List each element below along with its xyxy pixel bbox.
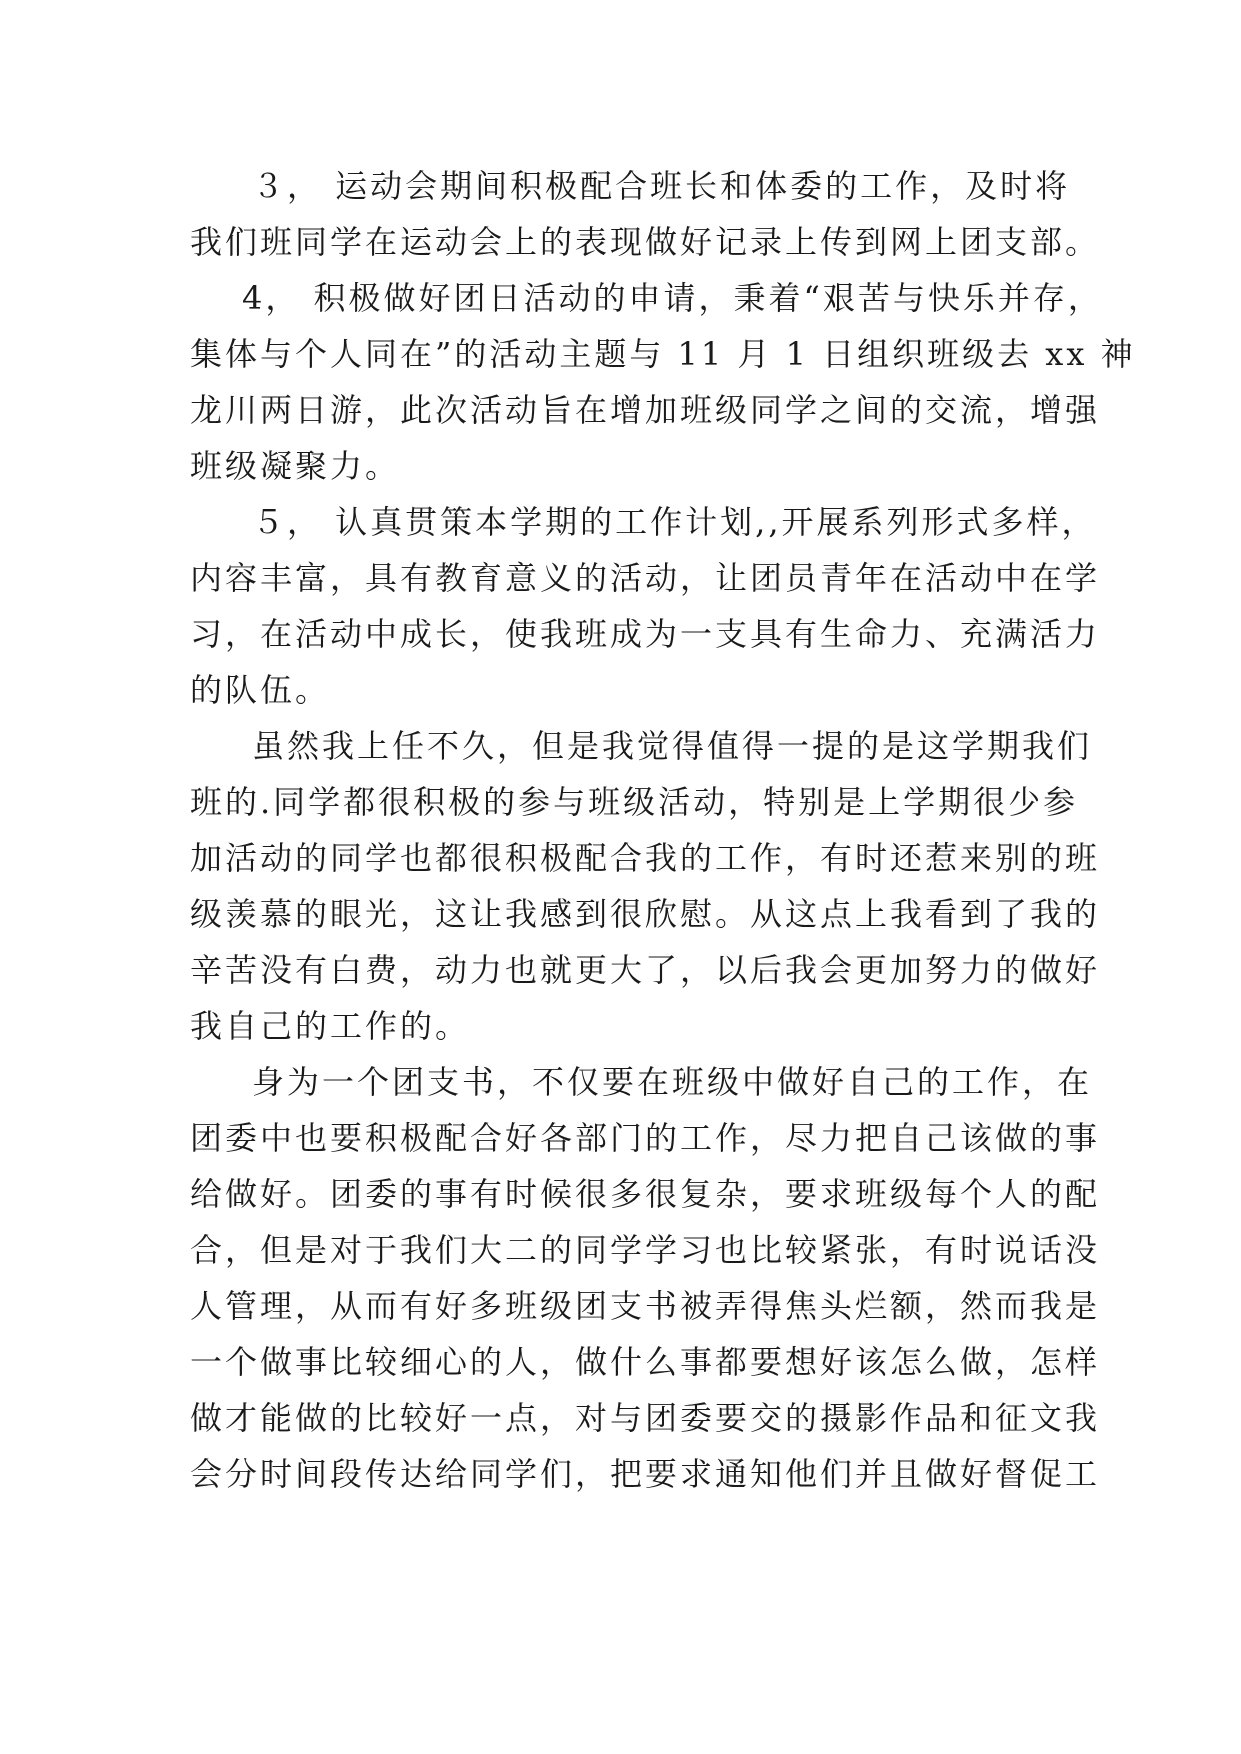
paragraph-5-line-1: ５， 认真贯策本学期的工作计划,,开展系列形式多样， — [252, 503, 1097, 541]
paragraph-6-line-3: 加活动的同学也都很积极配合我的工作，有时还惹来别的班 — [190, 839, 1101, 877]
paragraph-7-line-8: 会分时间段传达给同学们，把要求通知他们并且做好督促工 — [190, 1455, 1101, 1493]
paragraph-4-line-4: 班级凝聚力。 — [190, 447, 401, 485]
document-body — [190, 158, 1136, 1502]
paragraph-5-line-3: 习，在活动中成长，使我班成为一支具有生命力、充满活力 — [190, 615, 1101, 653]
paragraph-6-line-1: 虽然我上任不久，但是我觉得值得一提的是这学期我们 — [252, 727, 1093, 765]
paragraph-6-line-5: 辛苦没有白费，动力也就更大了，以后我会更加努力的做好 — [190, 951, 1101, 989]
paragraph-4-line-2: 集体与个人同在”的活动主题与 11 月 1 日组织班级去 xx 神 — [190, 335, 1136, 373]
paragraph-7-line-6: 一个做事比较细心的人，做什么事都要想好该怎么做，怎样 — [190, 1343, 1101, 1381]
paragraph-5-line-4: 的队伍。 — [190, 671, 331, 709]
paragraph-6-line-6: 我自己的工作的。 — [190, 1007, 471, 1045]
paragraph-7-line-5: 人管理，从而有好多班级团支书被弄得焦头烂额，然而我是 — [190, 1287, 1101, 1325]
paragraph-3-line-1: ３， 运动会期间积极配合班长和体委的工作，及时将 — [252, 167, 1071, 205]
paragraph-6-line-4: 级羡慕的眼光，这让我感到很欣慰。从这点上我看到了我的 — [190, 895, 1101, 933]
paragraph-5-line-2: 内容丰富，具有教育意义的活动，让团员青年在活动中在学 — [190, 559, 1101, 597]
paragraph-7-line-2: 团委中也要积极配合好各部门的工作，尽力把自己该做的事 — [190, 1119, 1101, 1157]
paragraph-3-line-2: 我们班同学在运动会上的表现做好记录上传到网上团支部。 — [190, 223, 1101, 261]
paragraph-7-line-1: 身为一个团支书，不仅要在班级中做好自己的工作，在 — [252, 1063, 1093, 1101]
paragraph-7-line-3: 给做好。团委的事有时候很多很复杂，要求班级每个人的配 — [190, 1175, 1101, 1213]
paragraph-6-line-2: 班的.同学都很积极的参与班级活动，特别是上学期很少参 — [190, 783, 1079, 821]
paragraph-7-line-4: 合，但是对于我们大二的同学学习也比较紧张，有时说话没 — [190, 1231, 1101, 1269]
paragraph-4-line-3: 龙川两日游，此次活动旨在增加班级同学之间的交流，增强 — [190, 391, 1101, 429]
paragraph-7-line-7: 做才能做的比较好一点，对与团委要交的摄影作品和征文我 — [190, 1399, 1101, 1437]
paragraph-4-line-1: 4， 积极做好团日活动的申请，秉着“艰苦与快乐并存， — [242, 279, 1103, 317]
